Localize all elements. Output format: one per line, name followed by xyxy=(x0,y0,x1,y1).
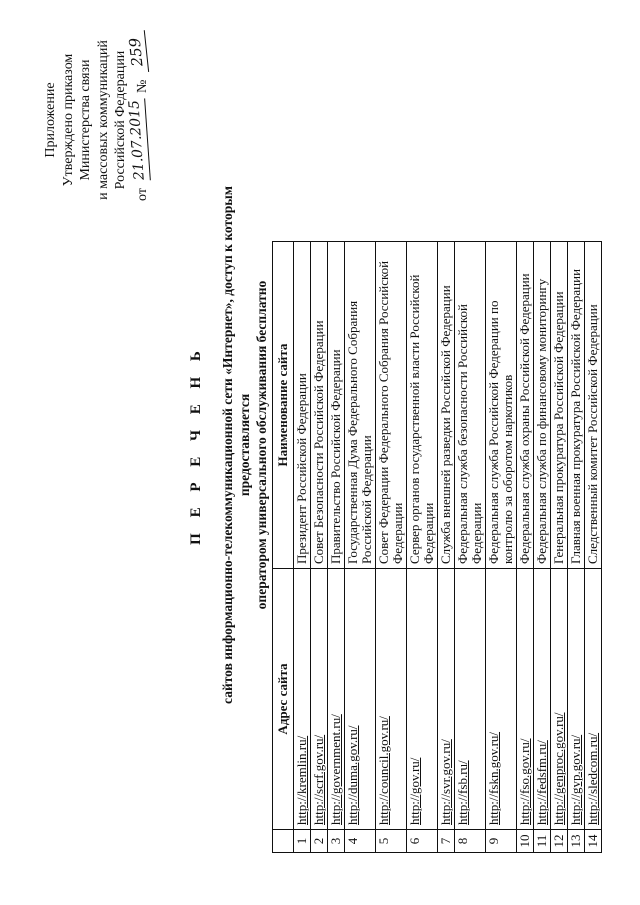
site-url[interactable]: http://fso.gov.ru/ xyxy=(517,738,532,825)
row-number: 1 xyxy=(294,830,311,853)
table-header-row xyxy=(273,242,294,853)
table-row xyxy=(551,242,568,853)
site-url[interactable]: http://fsb.ru/ xyxy=(455,760,470,825)
row-number: 2 xyxy=(311,830,328,853)
header-name: Наименование сайта xyxy=(273,242,294,569)
site-name: Государственная Дума Федерального Собрания Российской Федерации xyxy=(345,242,376,569)
subtitle-line: оператором универсального обслуживания бесплатно xyxy=(254,280,269,610)
table-row xyxy=(294,242,311,853)
site-url-cell xyxy=(534,569,551,830)
site-name: Правительство Российской Федерации xyxy=(328,242,345,569)
site-url[interactable]: http://sledcom.ru/ xyxy=(585,732,600,825)
site-name: Следственный комитет Российской Федерации xyxy=(585,242,602,569)
table-row xyxy=(376,242,407,853)
site-url-cell xyxy=(517,569,534,830)
document-heading xyxy=(188,140,270,750)
header-url: Адрес сайта xyxy=(273,569,294,830)
row-number: 12 xyxy=(551,830,568,853)
site-name: Федеральная служба Российской Федерации по контролю за оборотом наркотиков xyxy=(486,242,517,569)
site-url-cell xyxy=(311,569,328,830)
site-url-cell xyxy=(407,569,438,830)
site-name: Федеральная служба безопасности Российской Федерации xyxy=(455,242,486,569)
row-number: 5 xyxy=(376,830,407,853)
site-name: Сервер органов государственной власти Российской Федерации xyxy=(407,242,438,569)
table-row xyxy=(585,242,602,853)
site-url-cell xyxy=(345,569,376,830)
approval-line: Российской Федерации xyxy=(113,50,128,190)
table-row xyxy=(517,242,534,853)
approval-line: Утверждено приказом xyxy=(60,53,76,187)
approval-block xyxy=(42,25,153,215)
row-number: 9 xyxy=(486,830,517,853)
site-name: Генеральная прокуратура Российской Федерации xyxy=(551,242,568,569)
table-row xyxy=(534,242,551,853)
site-url-cell xyxy=(585,569,602,830)
row-number: 4 xyxy=(345,830,376,853)
site-name: Президент Российской Федерации xyxy=(294,242,311,569)
table-row xyxy=(568,242,585,853)
site-url[interactable]: http://gvp.gov.ru/ xyxy=(568,734,583,825)
number-prefix: № xyxy=(134,79,150,93)
table-row xyxy=(486,242,517,853)
row-number: 14 xyxy=(585,830,602,853)
table-row xyxy=(345,242,376,853)
table-row xyxy=(407,242,438,853)
table-row xyxy=(455,242,486,853)
site-url[interactable]: http://government.ru/ xyxy=(328,714,343,825)
document-title: П Е Р Е Ч Е Н Ь xyxy=(188,345,204,545)
site-url[interactable]: http://genproc.gov.ru/ xyxy=(551,712,566,825)
subtitle-line: сайтов информационно-телекоммуникационной сети «Интернет», доступ к которым предоставляется xyxy=(220,186,252,704)
site-url[interactable]: http://fskn.gov.ru/ xyxy=(486,731,501,825)
site-url-cell xyxy=(328,569,345,830)
row-number: 7 xyxy=(438,830,455,853)
site-url-cell xyxy=(376,569,407,830)
site-url[interactable]: http://duma.gov.ru/ xyxy=(345,725,360,825)
handwritten-date: 21.07.2015 xyxy=(126,98,150,181)
sites-table xyxy=(272,241,602,853)
site-url[interactable]: http://fedsfm.ru/ xyxy=(534,740,549,825)
approval-line: Приложение xyxy=(43,82,58,158)
site-url-cell xyxy=(455,569,486,830)
site-url-cell xyxy=(551,569,568,830)
handwritten-number: 259 xyxy=(125,30,148,74)
row-number: 6 xyxy=(407,830,438,853)
approval-line: и массовых коммуникаций xyxy=(95,40,111,200)
site-name: Главная военная прокуратура Российской Федерации xyxy=(568,242,585,569)
site-name: Федеральная служба охраны Российской Федерации xyxy=(517,242,534,569)
row-number: 11 xyxy=(534,830,551,853)
site-name: Федеральная служба по финансовому мониторингу xyxy=(534,242,551,569)
site-url[interactable]: http://scrf.gov.ru/ xyxy=(311,734,326,825)
table-row xyxy=(438,242,455,853)
approval-date-number xyxy=(125,25,153,215)
approval-line: Министерства связи xyxy=(78,59,93,181)
site-url[interactable]: http://council.gov.ru/ xyxy=(376,716,391,825)
document-subtitle xyxy=(219,140,270,750)
row-number: 8 xyxy=(455,830,486,853)
site-name: Совет Безопасности Российской Федерации xyxy=(311,242,328,569)
table-row xyxy=(311,242,328,853)
site-url-cell xyxy=(294,569,311,830)
site-url[interactable]: http://gov.ru/ xyxy=(407,757,422,825)
row-number: 13 xyxy=(568,830,585,853)
site-url[interactable]: http://svr.gov.ru/ xyxy=(438,739,453,825)
date-prefix: от xyxy=(134,188,150,201)
site-name: Совет Федерации Федерального Собрания Российской Федерации xyxy=(376,242,407,569)
row-number: 10 xyxy=(517,830,534,853)
site-url-cell xyxy=(568,569,585,830)
row-number: 3 xyxy=(328,830,345,853)
site-url-cell xyxy=(486,569,517,830)
table-row xyxy=(328,242,345,853)
site-url[interactable]: http://kremlin.ru/ xyxy=(294,735,309,825)
site-name: Служба внешней разведки Российской Федерации xyxy=(438,242,455,569)
header-number xyxy=(273,830,294,853)
site-url-cell xyxy=(438,569,455,830)
